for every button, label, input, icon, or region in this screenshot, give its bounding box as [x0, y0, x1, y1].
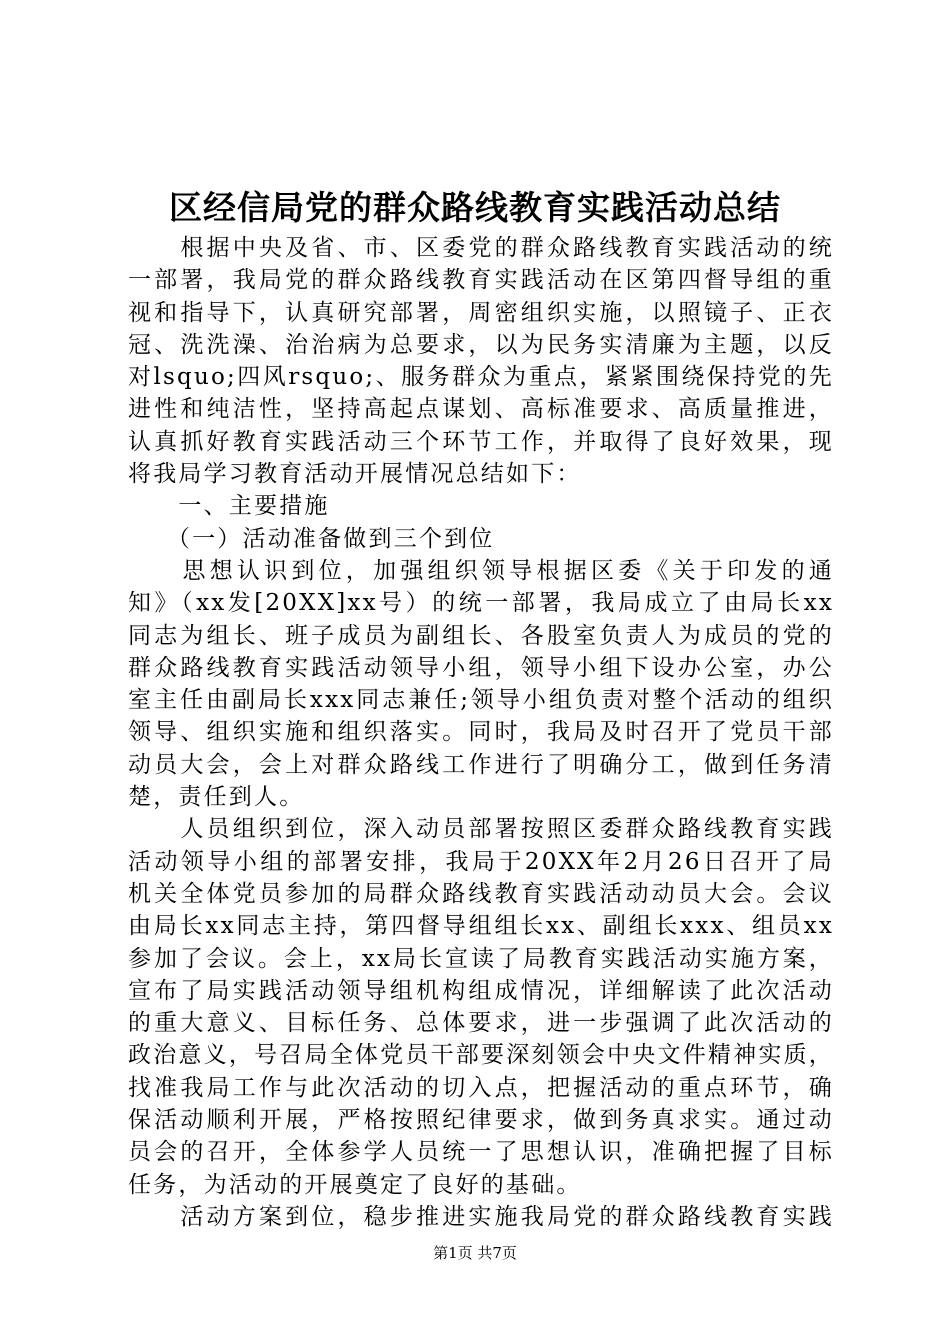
- text-line: 动员大会，会上对群众路线工作进行了明确分工，做到任务清: [128, 751, 834, 778]
- text-line: 进性和纯洁性，坚持高起点谋划、高标准要求、高质量推进，: [128, 396, 834, 423]
- text-line: 思想认识到位，加强组织领导根据区委《关于印发的通: [128, 557, 834, 584]
- text-line: （一）活动准备做到三个到位: [128, 525, 495, 552]
- text-line: 参加了会议。会上，xx局长宣读了局教育实践活动实施方案，: [128, 945, 834, 972]
- text-line: 同志为组长、班子成员为副组长、各股室负责人为成员的党的: [128, 622, 834, 649]
- text-line: 任务，为活动的开展奠定了良好的基础。: [128, 1171, 582, 1198]
- text-line: 机关全体党员参加的局群众路线教育实践活动动员大会。会议: [128, 880, 834, 907]
- text-line: 宣布了局实践活动领导组机构组成情况，详细解读了此次活动: [128, 977, 834, 1004]
- text-line: 将我局学习教育活动开展情况总结如下：: [128, 461, 582, 488]
- text-line: 根据中央及省、市、区委党的群众路线教育实践活动的统: [128, 235, 834, 261]
- text-line: 保活动顺利开展，严格按照纪律要求，做到务真求实。通过动: [128, 1107, 834, 1134]
- text-line: 人员组织到位，深入动员部署按照区委群众路线教育实践: [128, 816, 834, 843]
- text-line: 认真抓好教育实践活动三个环节工作，并取得了良好效果，现: [128, 428, 834, 455]
- document-title: 区经信局党的群众路线教育实践活动总结: [169, 188, 781, 227]
- page-footer: 第1页 共7页: [433, 1244, 517, 1262]
- text-line: 政治意义，号召局全体党员干部要深刻领会中央文件精神实质，: [128, 1042, 834, 1069]
- text-line: 群众路线教育实践活动领导小组，领导小组下设办公室，办公: [128, 654, 834, 681]
- text-line: 员会的召开，全体参学人员统一了思想认识，准确把握了目标: [128, 1139, 834, 1166]
- text-line: 活动领导小组的部署安排，我局于20XX年2月26日召开了局: [128, 848, 834, 875]
- text-line: 的重大意义、目标任务、总体要求，进一步强调了此次活动的: [128, 1010, 834, 1037]
- text-line: 楚，责任到人。: [128, 784, 305, 811]
- document-body: [128, 232, 834, 1233]
- text-line: 由局长xx同志主持，第四督导组组长xx、副组长xxx、组员xx: [128, 913, 834, 940]
- text-line: 找准我局工作与此次活动的切入点，把握活动的重点环节，确: [128, 1074, 834, 1101]
- text-line: 室主任由副局长xxx同志兼任;领导小组负责对整个活动的组织: [128, 687, 834, 714]
- text-line: 领导、组织实施和组织落实。同时，我局及时召开了党员干部: [128, 719, 834, 746]
- text-line: 一部署，我局党的群众路线教育实践活动在区第四督导组的重: [128, 267, 834, 294]
- text-line: 对lsquo;四风rsquo;、服务群众为重点，紧紧围绕保持党的先: [128, 364, 834, 391]
- text-line: 活动方案到位，稳步推进实施我局党的群众路线教育实践: [128, 1203, 834, 1230]
- text-line: 一、主要措施: [128, 493, 330, 520]
- text-line: 视和指导下，认真研究部署，周密组织实施，以照镜子、正衣: [128, 299, 834, 326]
- text-line: 知》（xx发[20XX]xx号）的统一部署，我局成立了由局长xx: [128, 590, 834, 617]
- text-line: 冠、洗洗澡、治治病为总要求，以为民务实清廉为主题，以反: [128, 331, 834, 358]
